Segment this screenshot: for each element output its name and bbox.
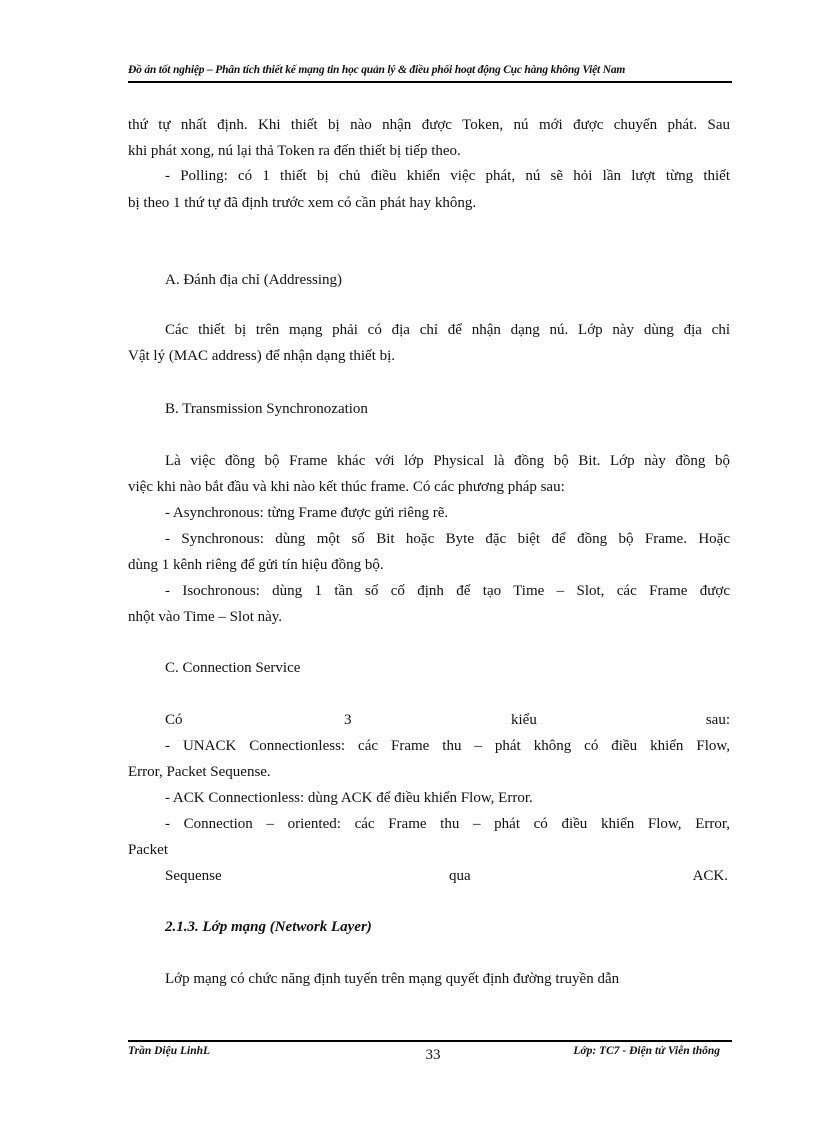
text-line: - ACK Connectionless: dùng ACK để điều khiển Flow, Error. xyxy=(165,790,533,806)
text-line: - Connection – oriented: các Frame thu – phát có điều khiển Flow, Error, xyxy=(165,816,730,832)
text-line: Packet xyxy=(128,842,168,858)
word: Có xyxy=(165,712,183,728)
word: Sequense xyxy=(165,868,222,884)
text-line: thứ tự nhất định. Khi thiết bị nào nhận được Token, nú mới được chuyển phát. Sau xyxy=(128,117,730,133)
footer-divider xyxy=(128,1040,732,1042)
text-line: nhột vào Time – Slot này. xyxy=(128,609,283,625)
text-line: Là việc đồng bộ Frame khác với lớp Physical là đồng bộ Bit. Lớp này đồng bộ xyxy=(165,453,730,469)
text-line: Lớp mạng có chức năng định tuyến trên mạng quyết định đường truyền dẫn xyxy=(165,971,620,987)
word: sau: xyxy=(705,712,730,728)
heading-a: A. Đánh địa chỉ (Addressing) xyxy=(165,272,343,288)
text-line: khi phát xong, nú lại thả Token ra đến thiết bị tiếp theo. xyxy=(128,143,461,159)
text-line: Các thiết bị trên mạng phải có địa chỉ để nhận dạng nú. Lớp này dùng địa chỉ xyxy=(165,322,730,338)
heading-c: C. Connection Service xyxy=(165,660,301,676)
text-line: - Synchronous: dùng một số Bit hoặc Byte đặc biệt để đồng bộ Frame. Hoặc xyxy=(165,531,730,547)
footer-class-info: Lớp: TC7 - Điện tử Viễn thông xyxy=(573,1045,720,1057)
footer-author: Trần Diệu LinhL xyxy=(128,1045,211,1057)
text-line: bị theo 1 thứ tự đã định trước xem có cần phát hay không. xyxy=(128,195,477,211)
text-line: dùng 1 kênh riêng để gửi tín hiệu đồng bộ. xyxy=(128,557,384,573)
header-title: Đồ án tốt nghiệp – Phân tích thiết kế mạng tin học quản lý & điều phối hoạt động Cục hàng không Việt Nam xyxy=(128,64,626,76)
word: qua xyxy=(449,868,471,884)
word: kiểu xyxy=(511,712,537,728)
heading-b: B. Transmission Synchronozation xyxy=(165,401,368,417)
text-line: - Polling: có 1 thiết bị chủ điều khiển việc phát, nú sẽ hỏi lần lượt từng thiết xyxy=(165,168,730,184)
section-heading: 2.1.3. Lớp mạng (Network Layer) xyxy=(165,919,372,935)
text-line: Vật lý (MAC address) để nhận dạng thiết bị. xyxy=(128,348,396,364)
text-line: việc khi nào bắt đầu và khi nào kết thúc frame. Có các phương pháp sau: xyxy=(128,479,565,495)
text-line: - Isochronous: dùng 1 tần số cố định để tạo Time – Slot, các Frame được xyxy=(165,583,730,599)
header-divider xyxy=(128,81,732,83)
word: ACK. xyxy=(692,868,728,884)
text-line: Error, Packet Sequense. xyxy=(128,764,271,780)
text-line: - Asynchronous: từng Frame được gửi riêng rẽ. xyxy=(165,505,449,521)
text-line: - UNACK Connectionless: các Frame thu – phát không có điều khiển Flow, xyxy=(165,738,730,754)
word: 3 xyxy=(344,712,352,728)
page-number: 33 xyxy=(425,1047,441,1063)
